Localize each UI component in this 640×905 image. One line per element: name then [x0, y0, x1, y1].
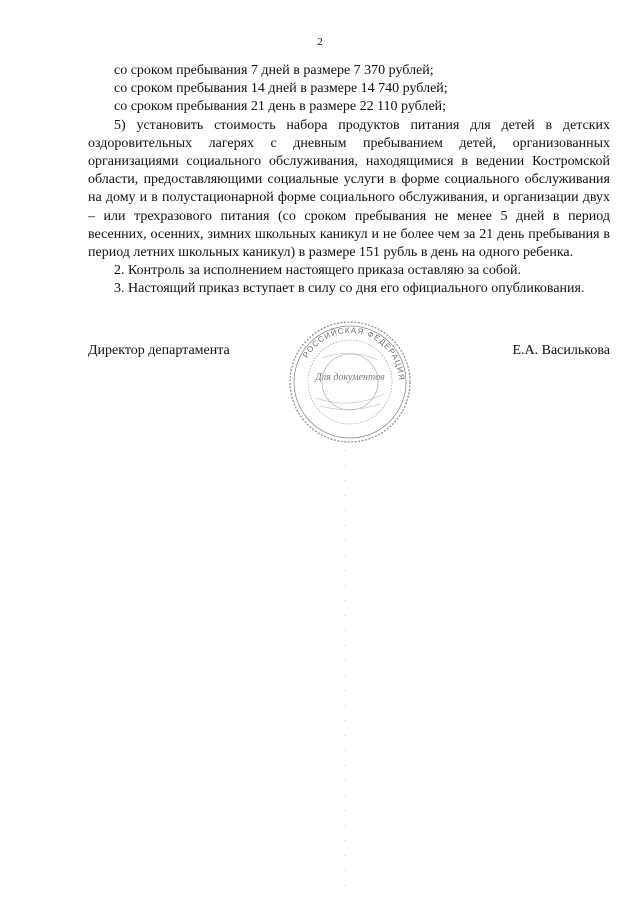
seal-perforation-trace — [342, 450, 348, 890]
seal-graphic — [286, 318, 414, 446]
paragraph-effective-date: 3. Настоящий приказ вступает в силу со дня его официального опубликования. — [114, 281, 585, 297]
signatory-title: Директор департамента — [88, 343, 230, 358]
seal-center-text: Для документов — [315, 372, 385, 383]
paragraph-item-5: 5) установить стоимость набора продуктов питания для детей в детских оздоровительных лагерях с дневным пребыванием детей, организованных организациями социального обслуживания, находящимися в ведении Костромской области, предоставляющими социальные услуги в форме социального обслуживания на дому и в полустационарной форме социального обслуживания, и организации двух – или трехразового питания (со сроком пребывания не менее 5 дней в период весенних, осенних, зимних школьных каникул и не более чем за 21 день пребывания в период летних школьных каникул) в размере 151 рубль в день на одного ребенка. — [88, 117, 610, 261]
price-line-7-days: со сроком пребывания 7 дней в размере 7 370 рублей; — [114, 63, 434, 78]
seal-outer-text: РОССИЙСКАЯ ФЕДЕРАЦИЯ — [301, 325, 407, 382]
paragraph-control: 2. Контроль за исполнением настоящего приказа оставляю за собой. — [114, 263, 522, 279]
document-body — [88, 62, 610, 299]
official-seal — [286, 318, 414, 446]
price-line-14-days: со сроком пребывания 14 дней в размере 14 740 рублей; — [114, 81, 448, 97]
signatory-name: Е.А. Василькова — [512, 343, 610, 358]
price-line-21-days: со сроком пребывания 21 день в размере 22 110 рублей; — [114, 99, 447, 115]
page-number: 2 — [317, 36, 323, 48]
